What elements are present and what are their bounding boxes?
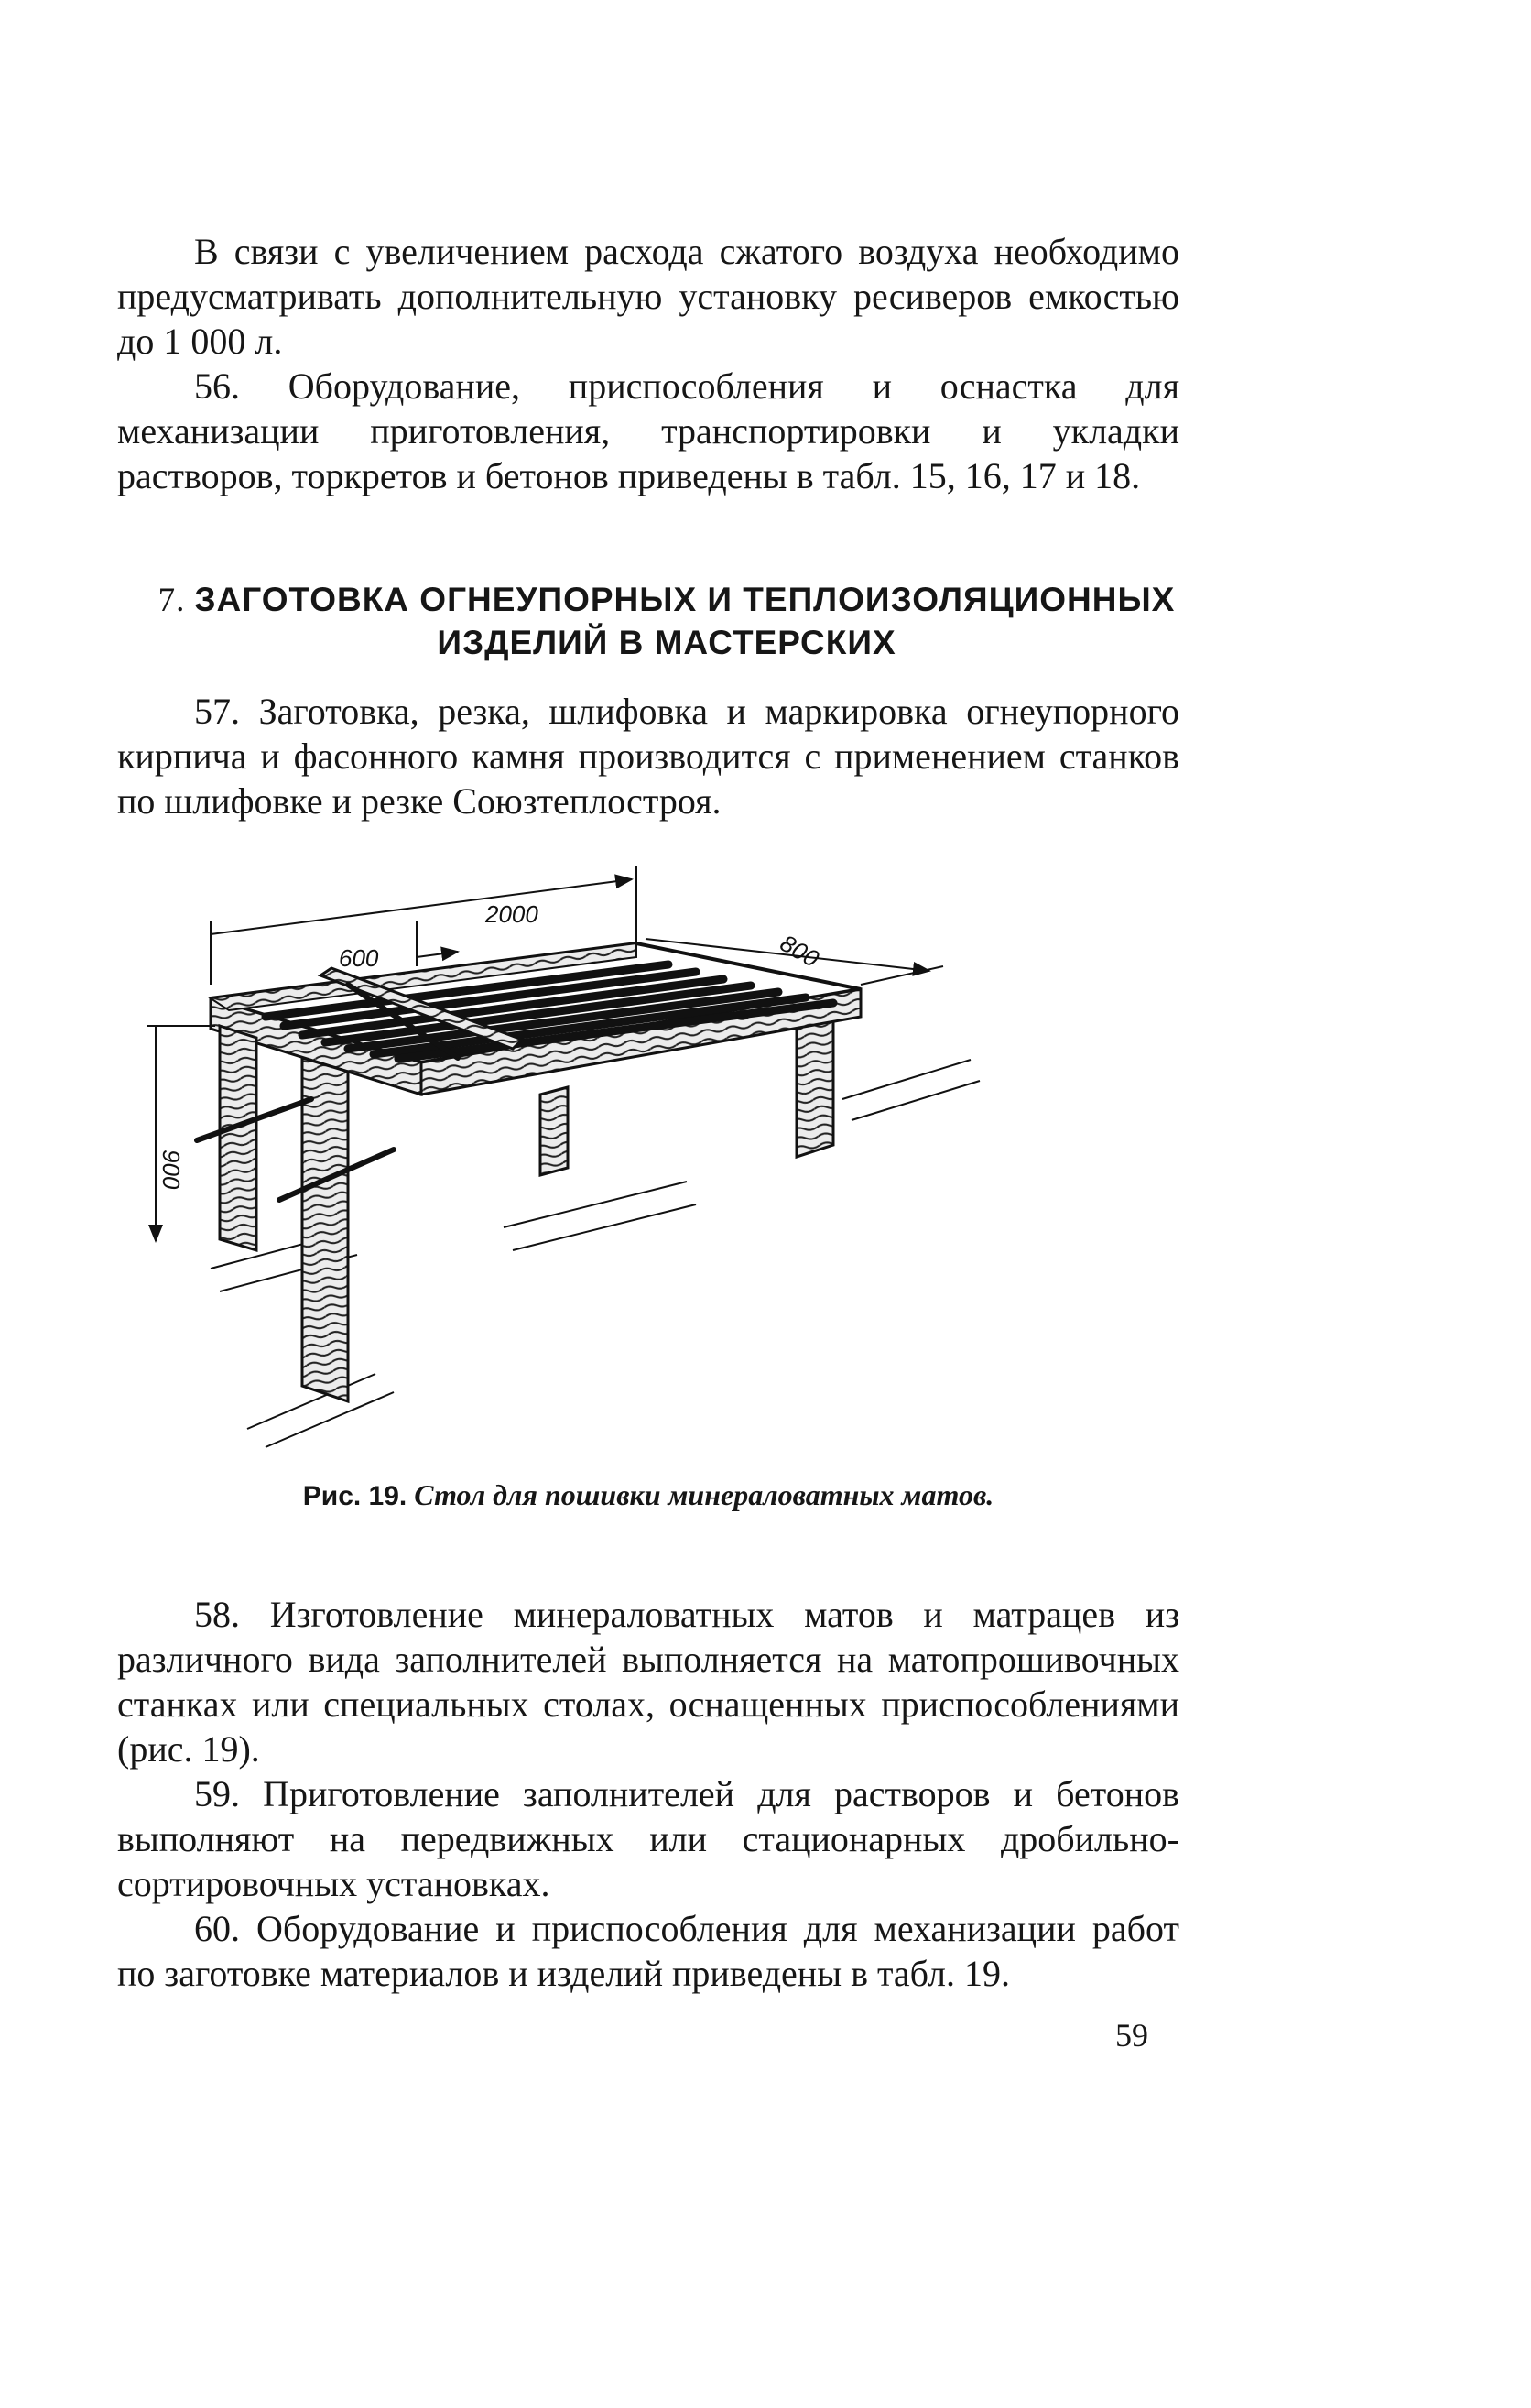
- dim-label-height: 900: [157, 1150, 185, 1190]
- caption-text: Стол для пошивки минераловатных матов.: [414, 1478, 994, 1511]
- figure-caption: [117, 1476, 1179, 1515]
- figure-table-illustration: [157, 866, 1062, 1461]
- caption-label: Рис. 19.: [302, 1481, 407, 1511]
- dim-label-section: 600: [339, 944, 379, 972]
- dim-label-width: 800: [776, 929, 824, 973]
- section-number: 7.: [157, 582, 186, 619]
- paragraph-compressed-air: В связи с увеличением расхода сжатого воздуха необходимо предусматривать дополнительную установку ресиверов емкостью до 1 000 л.: [117, 231, 1179, 362]
- paragraph-56: 56. Оборудование, приспособления и оснастка для механизации приготовления, транспортировки и укладки растворов, торкретов и бетонов приведены в табл. 15, 16, 17 и 18.: [117, 365, 1179, 496]
- paragraph-57: 57. Заготовка, резка, шлифовка и маркировка огнеупорного кирпича и фасонного камня производится с применением станков по шлифовке и резке Союзтеплостроя.: [117, 691, 1179, 822]
- paragraph-58: 58. Изготовление минераловатных матов и матрацев из различного вида заполнителей выполняется на матопрошивочных станках или специальных столах, оснащенных приспособлениями (рис. 19).: [117, 1594, 1179, 1770]
- paragraph-60: 60. Оборудование и приспособления для механизации работ по заготовке материалов и изделий приведены в табл. 19.: [117, 1908, 1179, 1994]
- page-number: 59: [1115, 2017, 1148, 2054]
- table-legs-front: [220, 1026, 348, 1401]
- section-title: ЗАГОТОВКА ОГНЕУПОРНЫХ И ТЕПЛОИЗОЛЯЦИОННЫХ ИЗДЕЛИЙ В МАСТЕРСКИХ: [194, 581, 1176, 661]
- paragraph-59: 59. Приготовление заполнителей для растворов и бетонов выполняют на передвижных или стационарных дробильно-сортировочных установках.: [117, 1773, 1179, 1904]
- dim-label-length: 2000: [485, 900, 538, 928]
- section-heading: [154, 579, 1179, 664]
